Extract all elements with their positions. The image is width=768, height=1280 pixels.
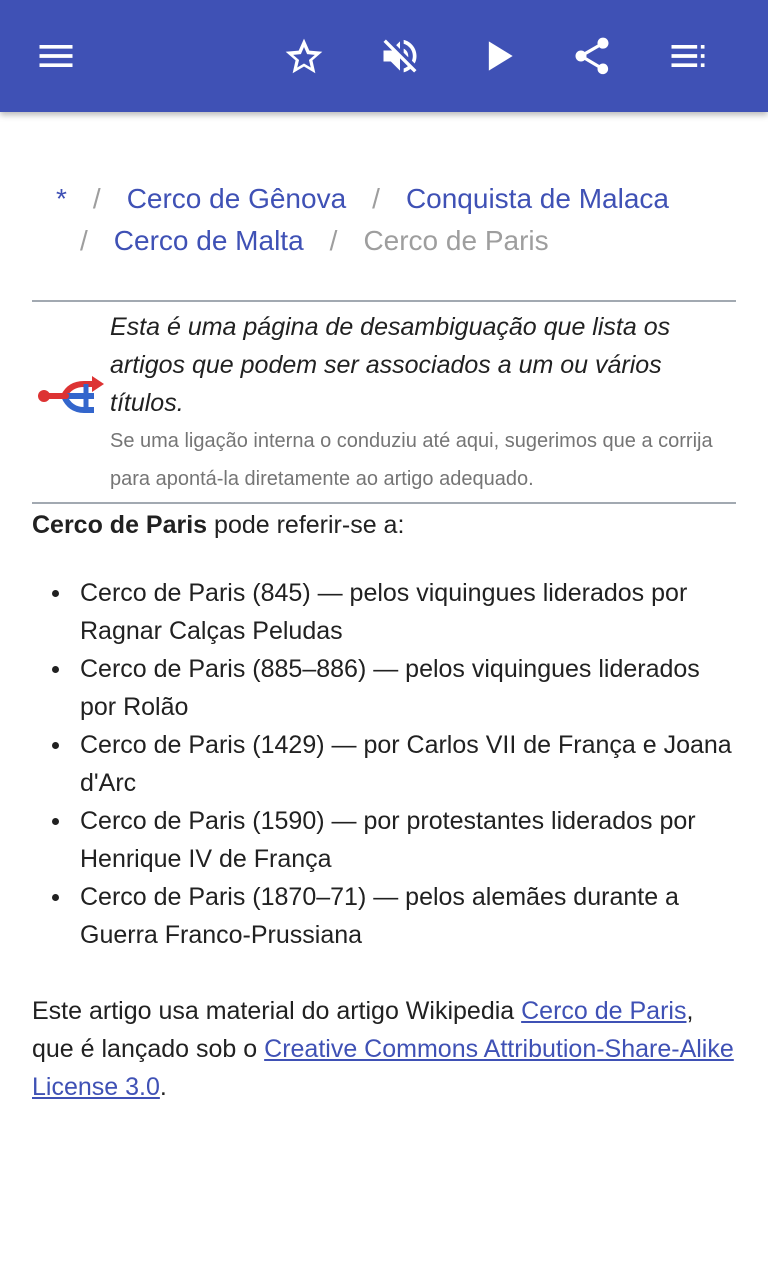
list-item-text: Cerco de Paris (1590) — por protestantes liderados por Henrique IV de França [80, 807, 696, 873]
footer-text: , que é lançado sob o [32, 997, 694, 1063]
breadcrumb-home[interactable]: * [56, 183, 67, 214]
share-icon [570, 34, 614, 78]
breadcrumb [32, 178, 736, 262]
breadcrumb-separator: / [372, 183, 380, 214]
mute-button[interactable] [370, 26, 430, 86]
bullet-icon [52, 818, 59, 825]
list-item[interactable] [32, 726, 736, 802]
intro-rest: pode referir-se a: [207, 511, 405, 539]
wikipedia-article-link[interactable]: Cerco de Paris [521, 997, 687, 1025]
list-item[interactable] [32, 802, 736, 878]
list-item-text: Cerco de Paris (1870–71) — pelos alemães durante a Guerra Franco-Prussiana [80, 883, 679, 949]
intro-term: Cerco de Paris [32, 511, 208, 539]
breadcrumb-item[interactable]: Conquista de Malaca [405, 183, 669, 214]
breadcrumb-current: Cerco de Paris [363, 225, 549, 256]
disambiguation-notice [32, 300, 736, 504]
entries-list [32, 574, 736, 954]
license-link[interactable]: Creative Commons Attribution-Share-Alike License 3.0 [32, 1035, 734, 1101]
breadcrumb-separator: / [80, 225, 88, 256]
list-item-text: Cerco de Paris (885–886) — pelos viquingues liderados por Rolão [80, 655, 700, 721]
list-item-text: Cerco de Paris (1429) — por Carlos VII de França e Joana d'Arc [80, 731, 732, 797]
playlist-button[interactable] [658, 26, 718, 86]
share-button[interactable] [562, 26, 622, 86]
footer-text: . [159, 1073, 167, 1101]
play-icon [476, 34, 520, 78]
disambiguation-icon [36, 366, 106, 426]
bullet-icon [52, 666, 59, 673]
menu-icon [34, 34, 78, 78]
play-button[interactable] [468, 26, 528, 86]
disambiguation-text [110, 308, 730, 498]
star-outline-icon [282, 34, 326, 78]
app-bar [0, 0, 768, 112]
bullet-icon [52, 742, 59, 749]
list-item[interactable] [32, 650, 736, 726]
breadcrumb-separator: / [329, 225, 338, 256]
breadcrumb-item[interactable]: Cerco de Gênova [126, 183, 347, 214]
favorite-button[interactable] [274, 26, 334, 86]
disambiguation-main-text: Esta é uma página de desambiguação que lista os artigos que podem ser associados a um ou vários títulos. [110, 313, 671, 417]
bullet-icon [52, 894, 59, 901]
list-item[interactable] [32, 574, 736, 650]
footer-text: Este artigo usa material do artigo Wikipedia [32, 997, 522, 1025]
list-item[interactable] [32, 878, 736, 954]
playlist-icon [666, 34, 710, 78]
disambiguation-sub-text: Se uma ligação interna o conduziu até aqui, sugerimos que a corrija para apontá-la diretamente ao artigo adequado. [110, 430, 713, 490]
license-footer [32, 992, 736, 1106]
breadcrumb-item[interactable]: Cerco de Malta [113, 225, 304, 256]
menu-button[interactable] [26, 26, 86, 86]
volume-off-icon [378, 34, 422, 78]
breadcrumb-separator: / [92, 183, 101, 214]
list-item-text: Cerco de Paris (845) — pelos viquingues liderados por Ragnar Calças Peludas [80, 579, 688, 645]
bullet-icon [52, 590, 59, 597]
intro-text [32, 506, 404, 544]
